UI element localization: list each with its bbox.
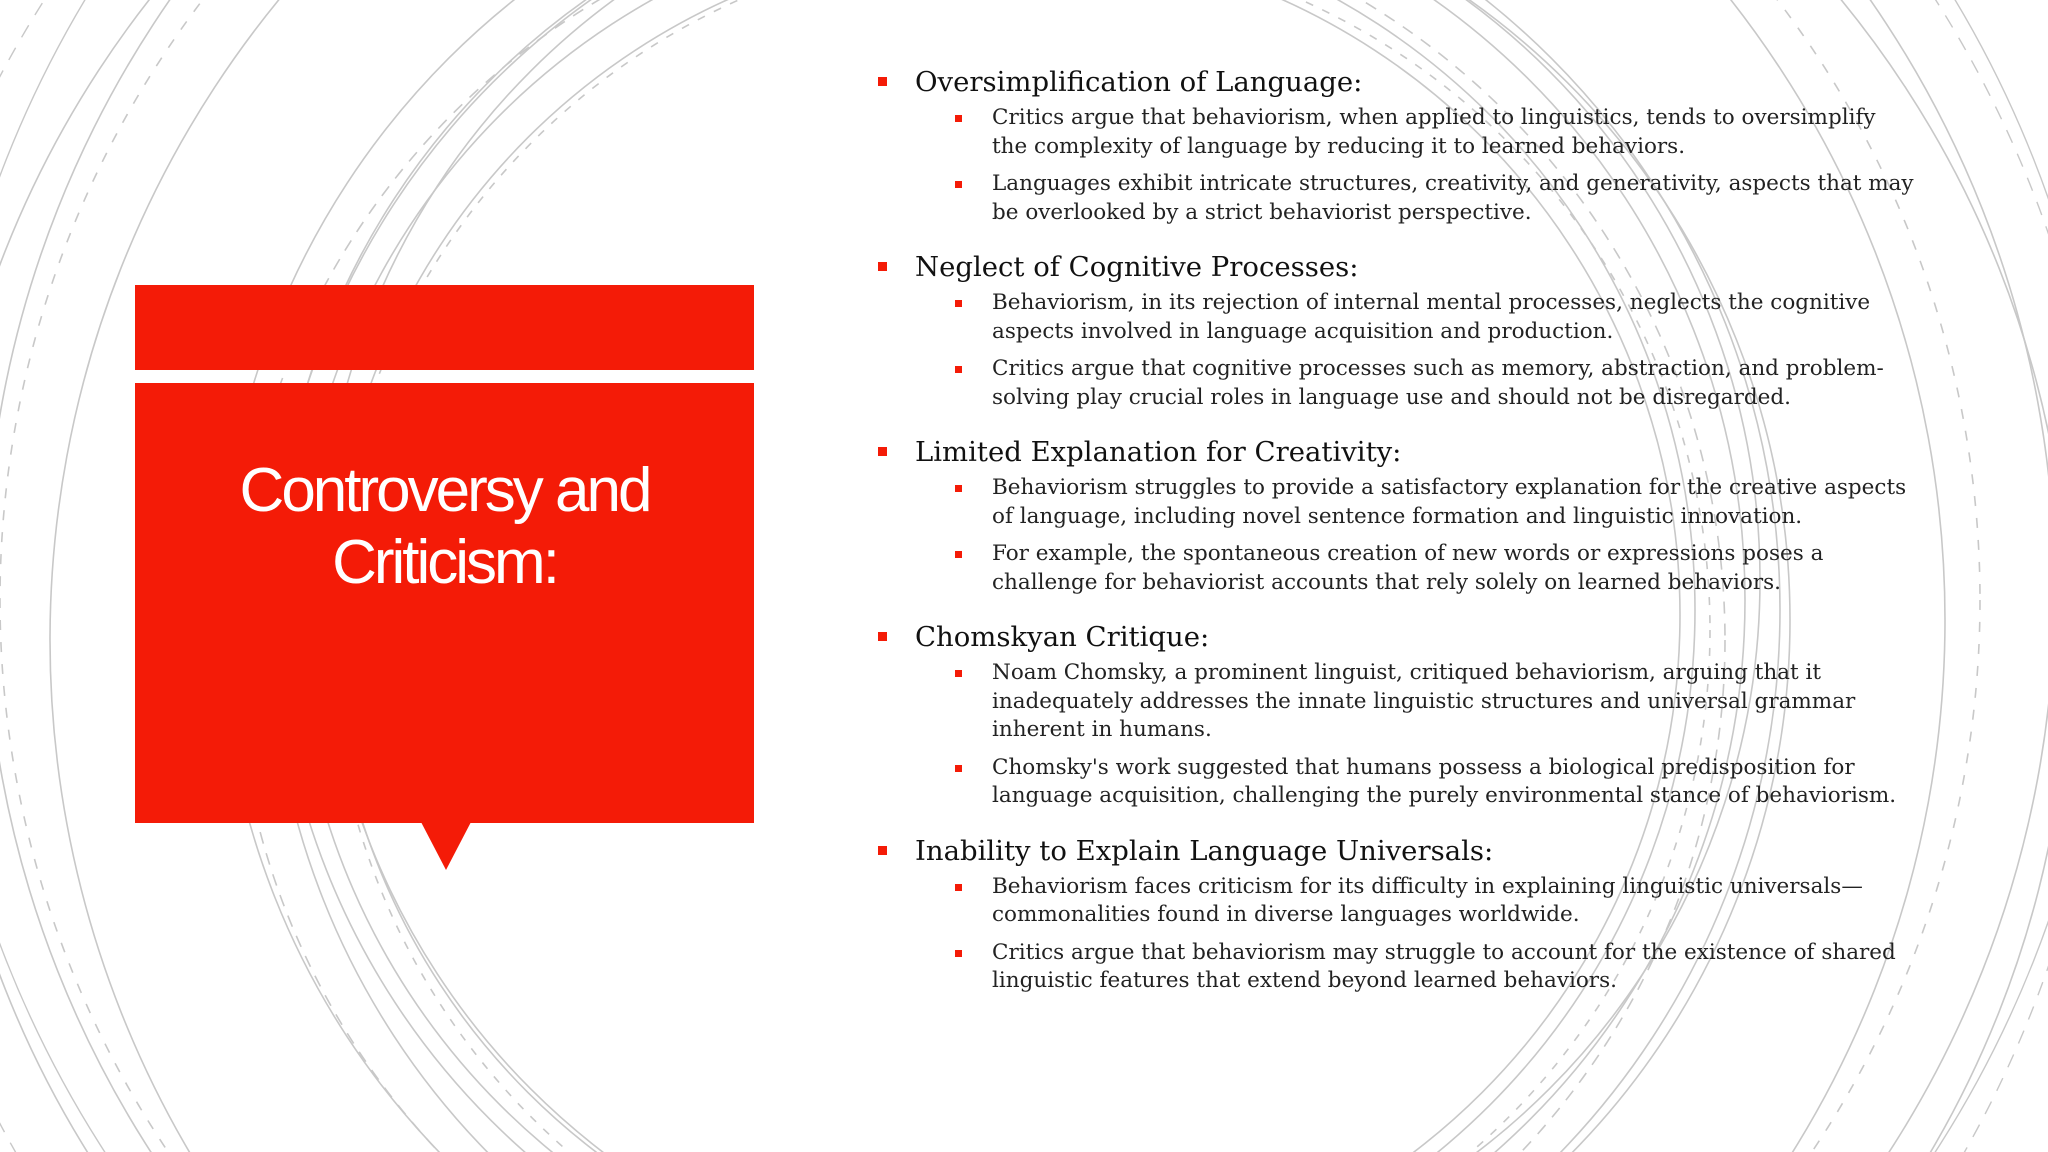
sub-point-list — [875, 289, 1915, 412]
sub-point — [875, 104, 1915, 161]
square-bullet-icon — [955, 884, 962, 891]
square-bullet-icon — [878, 846, 887, 855]
square-bullet-icon — [955, 950, 962, 957]
slide-title: Controversy and Criticism: — [239, 456, 650, 597]
section-heading: Chomskyan Critique: — [915, 621, 1210, 653]
sub-point — [875, 540, 1915, 597]
sub-point-text: Noam Chomsky, a prominent linguist, critiqued behaviorism, arguing that it inadequately addresses the innate linguistic structures and universal grammar inherent in humans. — [992, 660, 1856, 742]
sub-point — [875, 355, 1915, 412]
section-language-universals — [875, 831, 1915, 996]
square-bullet-icon — [878, 447, 887, 456]
sub-point-text: Behaviorism faces criticism for its difficulty in explaining linguistic universals—commonalities found in diverse languages worldwide. — [992, 873, 1863, 927]
section-heading: Limited Explanation for Creativity: — [915, 436, 1402, 468]
square-bullet-icon — [955, 181, 962, 188]
square-bullet-icon — [955, 485, 962, 492]
sub-point — [875, 474, 1915, 531]
section-heading-row — [875, 617, 1915, 657]
square-bullet-icon — [955, 670, 962, 677]
sub-point-list — [875, 474, 1915, 597]
section-heading: Oversimplification of Language: — [915, 66, 1363, 98]
section-heading-row — [875, 247, 1915, 287]
section-cognitive-processes — [875, 247, 1915, 412]
content-area — [875, 62, 1915, 1016]
title-box — [135, 383, 754, 823]
sub-point-list — [875, 104, 1915, 227]
sub-point-list — [875, 659, 1915, 811]
sub-point-text: Languages exhibit intricate structures, creativity, and generativity, aspects that may be overlooked by a strict behaviorist perspective. — [992, 171, 1914, 225]
sub-point — [875, 754, 1915, 811]
sub-point-list — [875, 873, 1915, 996]
square-bullet-icon — [955, 115, 962, 122]
section-heading-row — [875, 432, 1915, 472]
section-heading-row — [875, 62, 1915, 102]
title-box-pointer — [421, 822, 471, 870]
square-bullet-icon — [878, 632, 887, 641]
sub-point-text: For example, the spontaneous creation of new words or expressions poses a challenge for behaviorist accounts that rely solely on learned behaviors. — [992, 541, 1824, 595]
section-heading-row — [875, 831, 1915, 871]
sub-point-text: Critics argue that behaviorism, when applied to linguistics, tends to oversimplify the complexity of language by reducing it to learned behaviors. — [992, 105, 1876, 159]
section-oversimplification — [875, 62, 1915, 227]
square-bullet-icon — [955, 300, 962, 307]
sub-point — [875, 289, 1915, 346]
sub-point-text: Critics argue that cognitive processes such as memory, abstraction, and problem-solving play crucial roles in language use and should not be disregarded. — [992, 356, 1884, 410]
square-bullet-icon — [878, 77, 887, 86]
sub-point — [875, 873, 1915, 930]
sub-point — [875, 939, 1915, 996]
square-bullet-icon — [955, 765, 962, 772]
sub-point-text: Behaviorism, in its rejection of internal mental processes, neglects the cognitive aspects involved in language acquisition and production. — [992, 290, 1871, 344]
sub-point-text: Behaviorism struggles to provide a satisfactory explanation for the creative aspects of language, including novel sentence formation and linguistic innovation. — [992, 475, 1907, 529]
pointer-triangle — [421, 822, 471, 870]
sub-point — [875, 659, 1915, 745]
title-accent-bar — [135, 285, 754, 370]
sub-point-text: Chomsky's work suggested that humans possess a biological predisposition for language acquisition, challenging the purely environmental stance of behaviorism. — [992, 754, 1897, 808]
square-bullet-icon — [955, 366, 962, 373]
section-heading: Neglect of Cognitive Processes: — [915, 251, 1359, 283]
sub-point — [875, 170, 1915, 227]
square-bullet-icon — [955, 551, 962, 558]
section-heading: Inability to Explain Language Universals: — [915, 834, 1494, 867]
square-bullet-icon — [878, 262, 887, 271]
section-chomskyan-critique — [875, 617, 1915, 811]
sub-point-text: Critics argue that behaviorism may struggle to account for the existence of shared linguistic features that extend beyond learned behaviors. — [992, 939, 1896, 993]
section-creativity — [875, 432, 1915, 597]
